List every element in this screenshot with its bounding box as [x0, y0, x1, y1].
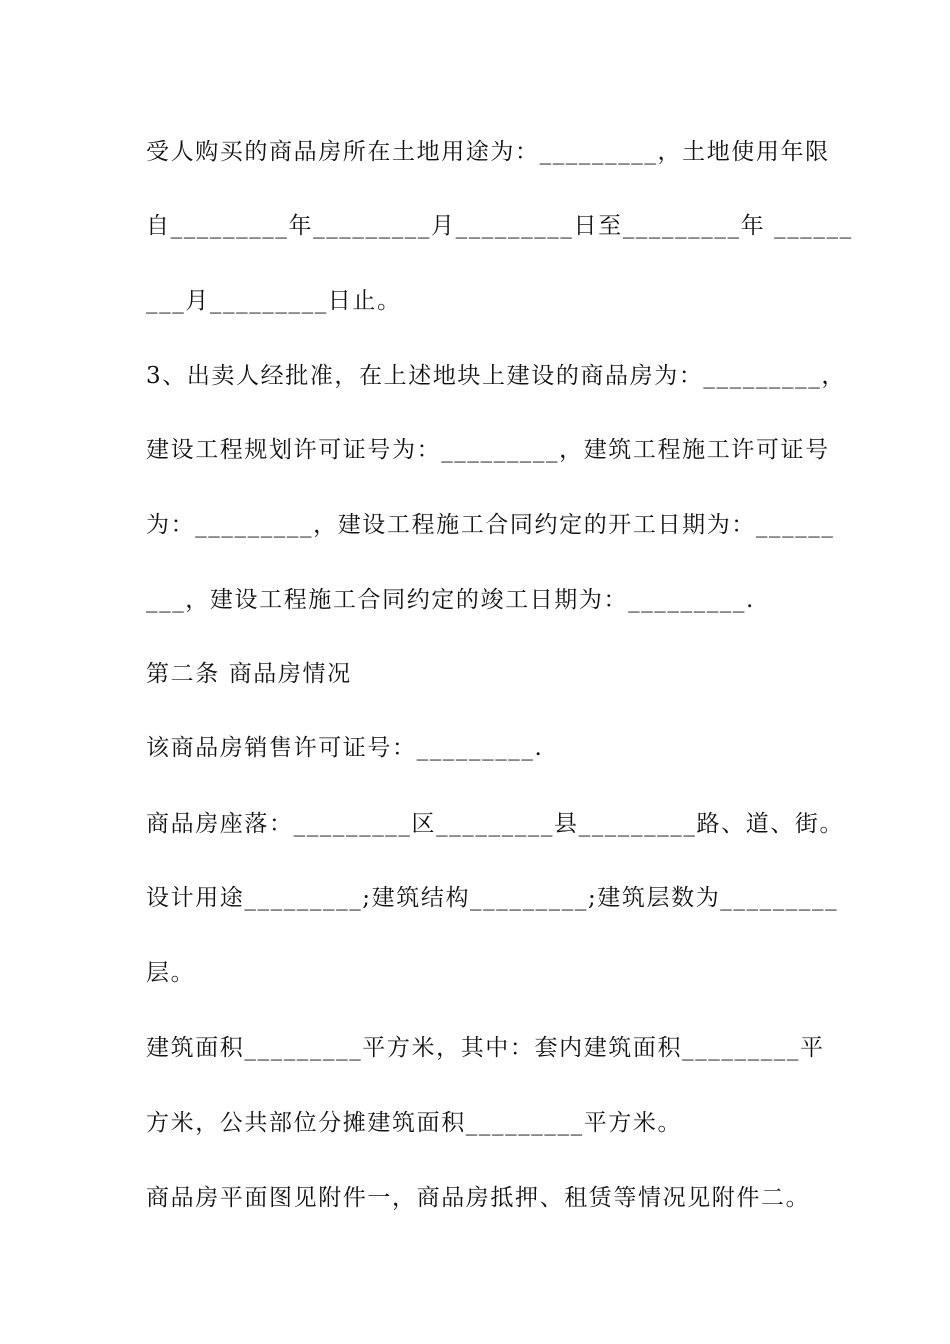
- contract-line-completion-date: ___，建设工程施工合同约定的竣工日期为：_________.: [146, 587, 755, 613]
- contract-clause-3: 3、出卖人经批准，在上述地块上建设的商品房为：_________，: [146, 363, 846, 389]
- contract-line-location: 商品房座落：_________区_________县_________路、道、街。: [146, 811, 845, 837]
- contract-line-start-date: 为：_________，建设工程施工合同约定的开工日期为：______: [146, 512, 835, 538]
- section-heading-article-2: 第二条 商品房情况: [146, 661, 352, 687]
- contract-line-land-term-dates: 自_________年_________月_________日至_________年 ______: [146, 213, 853, 239]
- contract-line-land-use: 受人购买的商品房所在土地用途为：_________，土地使用年限: [146, 139, 830, 165]
- contract-line-building-area: 建筑面积_________平方米，其中：套内建筑面积_________平: [146, 1035, 825, 1061]
- contract-line-shared-area: 方米，公共部位分摊建筑面积_________平方米。: [146, 1110, 683, 1136]
- contract-line-land-term-end: ___月_________日止。: [146, 288, 402, 314]
- contract-line-attachments: 商品房平面图见附件一，商品房抵押、租赁等情况见附件二。: [146, 1185, 811, 1211]
- contract-line-design-structure: 设计用途_________;建筑结构_________;建筑层数为_________: [146, 885, 839, 911]
- contract-line-sales-permit: 该商品房销售许可证号：_________.: [146, 735, 544, 761]
- contract-line-planning-permit: 建设工程规划许可证号为：_________，建筑工程施工许可证号: [146, 437, 830, 463]
- contract-line-floors-end: 层。: [146, 960, 196, 986]
